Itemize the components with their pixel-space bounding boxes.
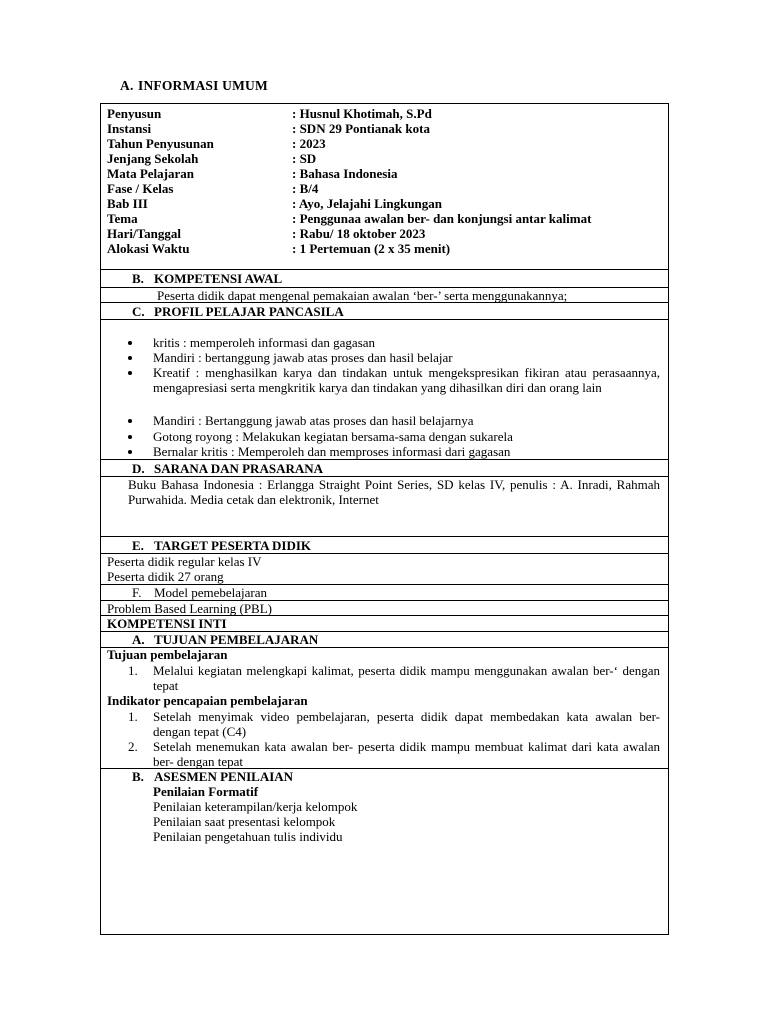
asesmen-subheading: Penilaian Formatif — [153, 784, 259, 799]
info-label: Alokasi Waktu — [107, 241, 190, 256]
list-number: 1. — [128, 709, 138, 724]
bullet-icon — [128, 356, 132, 360]
list-item: Gotong royong : Melakukan kegiatan bersama-sama dengan sukarela — [153, 429, 513, 444]
bullet-icon — [128, 435, 132, 439]
info-label: Penyusun — [107, 106, 162, 121]
section-profil-title: C. PROFIL PELAJAR PANCASILA — [132, 304, 344, 319]
list-item: Mandiri : bertanggung jawab atas proses dan hasil belajar — [153, 350, 453, 365]
section-model-title: F. Model pemebelajaran — [132, 585, 267, 600]
divider — [101, 269, 668, 270]
target-line: Peserta didik regular kelas IV — [107, 554, 262, 569]
divider — [101, 459, 668, 460]
bullet-icon — [128, 341, 132, 345]
list-number: 2. — [128, 739, 138, 754]
list-item: Penilaian pengetahuan tulis individu — [153, 829, 343, 844]
list-item: Setelah menemukan kata awalan ber- peserta didik mampu membuat kalimat dari kata awalan ber- dengan tepat — [153, 739, 660, 769]
divider — [101, 536, 668, 537]
section-asesmen-title: B. ASESMEN PENILAIAN — [132, 769, 294, 784]
info-value: : Bahasa Indonesia — [292, 166, 398, 181]
info-value: : Husnul Khotimah, S.Pd — [292, 106, 432, 121]
list-item: Kreatif : menghasilkan karya dan tindakan untuk mengekspresikan fikiran atau perasaannya, mengapresiasi serta mengkritik karya dan tindakan yang dihasilkan diri dan orang lain — [153, 365, 660, 395]
section-a-heading: A. INFORMASI UMUM — [120, 78, 268, 93]
list-item: kritis : memperoleh informasi dan gagasan — [153, 335, 376, 350]
section-sarana-title: D. SARANA DAN PRASARANA — [132, 461, 324, 476]
list-item: Penilaian saat presentasi kelompok — [153, 814, 336, 829]
info-value: : 1 Pertemuan (2 x 35 menit) — [292, 241, 451, 256]
list-number: 1. — [128, 663, 138, 678]
bullet-icon — [128, 450, 132, 454]
section-target-title: E. TARGET PESERTA DIDIK — [132, 538, 312, 553]
divider — [101, 319, 668, 320]
info-value: : SD — [292, 151, 317, 166]
indikator-subheading: Indikator pencapaian pembelajaran — [107, 693, 308, 708]
info-label: Tema — [107, 211, 138, 226]
info-value: : Penggunaa awalan ber- dan konjungsi antar kalimat — [292, 211, 592, 226]
document-table — [100, 103, 669, 935]
info-value: : Rabu/ 18 oktober 2023 — [292, 226, 426, 241]
info-value: : SDN 29 Pontianak kota — [292, 121, 430, 136]
info-value: : Ayo, Jelajahi Lingkungan — [292, 196, 443, 211]
list-item: Penilaian keterampilan/kerja kelompok — [153, 799, 358, 814]
bullet-icon — [128, 371, 132, 375]
list-item: Bernalar kritis : Memperoleh dan memproses informasi dari gagasan — [153, 444, 511, 459]
info-value: : 2023 — [292, 136, 326, 151]
list-item: Mandiri : Bertanggung jawab atas proses dan hasil belajarnya — [153, 413, 474, 428]
section-kompetensi-awal-title: B. KOMPETENSI AWAL — [132, 271, 283, 286]
info-value: : B/4 — [292, 181, 319, 196]
tujuan-subheading: Tujuan pembelajaran — [107, 647, 228, 662]
info-label: Jenjang Sekolah — [107, 151, 199, 166]
kompetensi-awal-text: Peserta didik dapat mengenal pemakaian awalan ‘ber-’ serta menggunakannya; — [157, 288, 568, 303]
info-label: Fase / Kelas — [107, 181, 174, 196]
info-label: Instansi — [107, 121, 152, 136]
sarana-text: Buku Bahasa Indonesia : Erlangga Straight Point Series, SD kelas IV, penulis : A. Inradi, Rahmah Purwahida. Media cetak dan elektronik, Internet — [128, 477, 660, 507]
list-item: Setelah menyimak video pembelajaran, peserta didik dapat membedakan kata awalan ber- dengan tepat (C4) — [153, 709, 660, 739]
section-tujuan-title: A. TUJUAN PEMBELAJARAN — [132, 632, 319, 647]
info-label: Tahun Penyusunan — [107, 136, 214, 151]
model-value: Problem Based Learning (PBL) — [107, 601, 272, 616]
kompetensi-inti-title: KOMPETENSI INTI — [107, 616, 227, 631]
bullet-icon — [128, 419, 132, 423]
target-line: Peserta didik 27 orang — [107, 569, 224, 584]
info-label: Bab III — [107, 196, 148, 211]
info-label: Hari/Tanggal — [107, 226, 181, 241]
list-item: Melalui kegiatan melengkapi kalimat, peserta didik mampu menggunakan awalan ber-‘ dengan tepat — [153, 663, 660, 693]
info-label: Mata Pelajaran — [107, 166, 195, 181]
divider — [101, 302, 668, 303]
